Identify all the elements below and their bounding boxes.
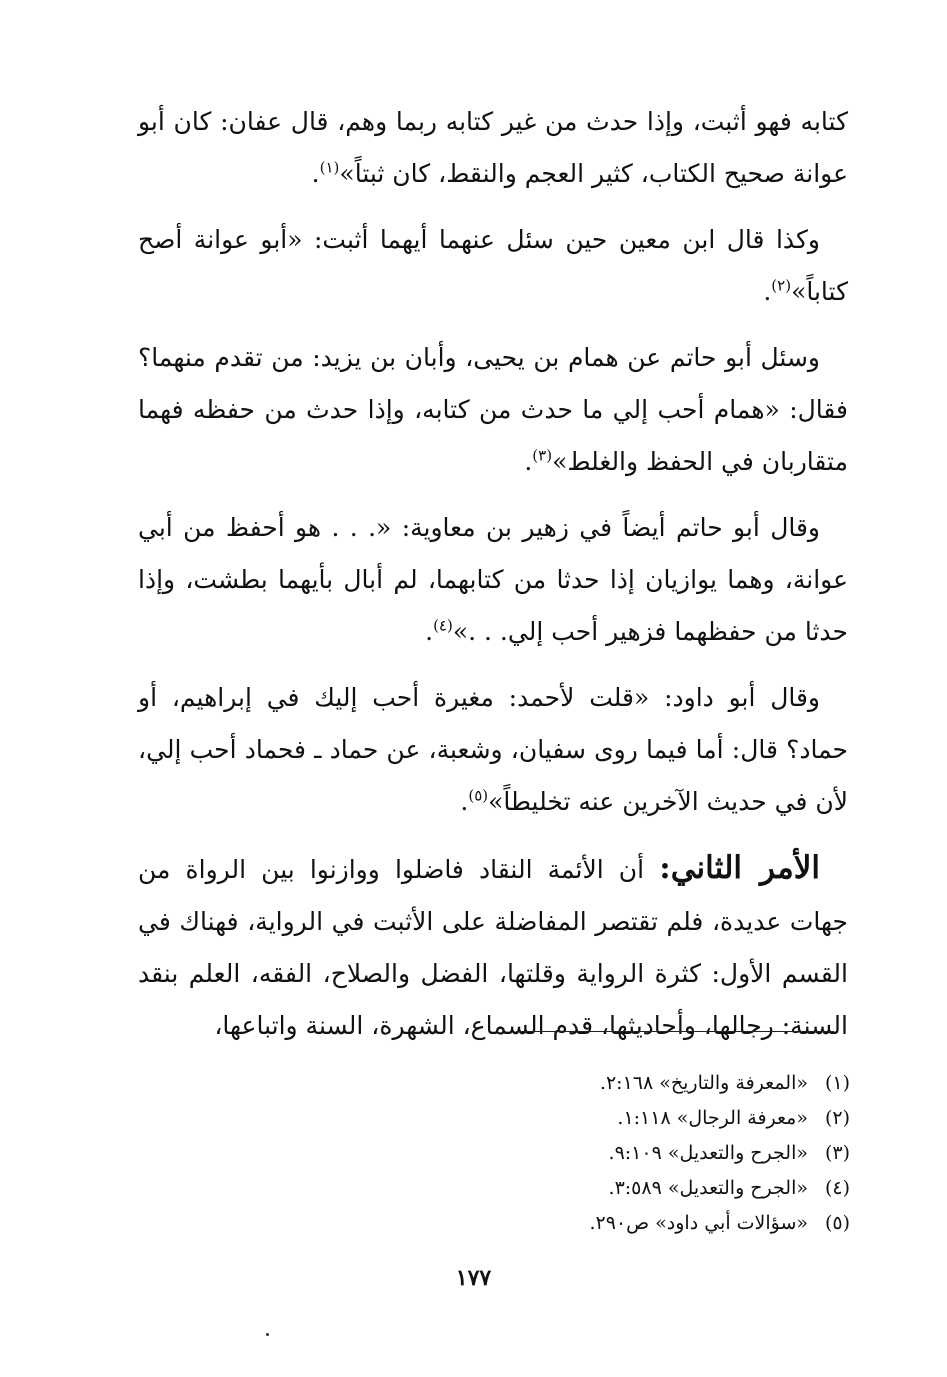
paragraph-3-text: وسئل أبو حاتم عن همام بن يحيى، وأبان بن يزيد: من تقدم منهما؟ فقال: «همام أحب إلي ما حدث من كتابه، وإذا حدث من حفظه فهما متقاربان في الحفظ والغلط»	[138, 343, 848, 476]
paragraph-2-end: .	[763, 277, 772, 306]
scan-speck	[266, 1333, 269, 1336]
paragraph-5	[138, 672, 848, 828]
page-body	[138, 96, 848, 1066]
paragraph-4	[138, 502, 848, 658]
section-heading: الأمر الثاني:	[659, 850, 820, 886]
paragraph-5-text: وقال أبو داود: «قلت لأحمد: مغيرة أحب إليك في إبراهيم، أو حماد؟ قال: أما فيما روى سفيان، وشعبة، عن حماد ـ فحماد أحب إلي، لأن في حديث الآخرين عنه تخليطاً»	[138, 683, 848, 816]
footnote-ref-2[interactable]: (٢)	[771, 276, 792, 295]
paragraph-6	[138, 842, 848, 1052]
paragraph-4-end: .	[425, 617, 434, 646]
paragraph-1-text: كتابه فهو أثبت، وإذا حدث من غير كتابه ربما وهم، قال عفان: كان أبو عوانة صحيح الكتاب، كثير العجم والنقط، كان ثبتاً»	[138, 107, 848, 188]
footnote-ref-3[interactable]: (٣)	[532, 446, 553, 465]
footnote-text: «سؤالات أبي داود» ص٢٩٠.	[589, 1212, 808, 1234]
page-number: ١٧٧	[455, 1265, 492, 1291]
paragraph-3-end: .	[524, 447, 533, 476]
footnote-text: «المعرفة والتاريخ» ٢:١٦٨.	[599, 1072, 808, 1094]
footnote-divider	[516, 1031, 834, 1032]
footnote-number: (٥)	[824, 1212, 850, 1234]
footnote-ref-4[interactable]: (٤)	[433, 616, 453, 635]
footnote-3	[290, 1136, 850, 1171]
paragraph-1-end: .	[311, 159, 320, 188]
paragraph-3	[138, 332, 848, 488]
footnotes	[290, 1066, 850, 1241]
paragraph-2	[138, 214, 848, 318]
footnote-text: «الجرح والتعديل» ٣:٥٨٩.	[608, 1177, 808, 1199]
footnote-text: «الجرح والتعديل» ٩:١٠٩.	[608, 1142, 808, 1164]
footnote-number: (٢)	[824, 1107, 850, 1129]
footnote-5	[290, 1206, 850, 1241]
paragraph-1	[138, 96, 848, 200]
footnote-ref-1[interactable]: (١)	[319, 158, 340, 177]
footnote-ref-5[interactable]: (٥)	[468, 786, 489, 805]
footnote-text: «معرفة الرجال» ١:١١٨.	[617, 1107, 808, 1129]
footnote-number: (٤)	[824, 1177, 850, 1199]
paragraph-4-text: وقال أبو حاتم أيضاً في زهير بن معاوية: «. . . هو أحفظ من أبي عوانة، وهما يوازيان إذا حدثا من كتابهما، لم أبال بأيهما بطشت، وإذا حدثا من حفظهما فزهير أحب إلي. . .»	[138, 513, 848, 646]
footnote-4	[290, 1171, 850, 1206]
footnote-2	[290, 1101, 850, 1136]
paragraph-2-text: وكذا قال ابن معين حين سئل عنهما أيهما أثبت: «أبو عوانة أصح كتاباً»	[138, 225, 848, 306]
paragraph-5-end: .	[460, 787, 469, 816]
footnote-number: (٣)	[824, 1142, 850, 1164]
footnote-1	[290, 1066, 850, 1101]
paragraph-6-text: أن الأئمة النقاد فاضلوا ووازنوا بين الرواة من جهات عديدة، فلم تقتصر المفاضلة على الأثبت في الرواية، فهناك في القسم الأول: كثرة الرواية وقلتها، الفضل والصلاح، الفقه، العلم بنقد السنة: رجالها، وأحاديثها، قدم السماع، الشهرة، السنة واتباعها،	[138, 855, 848, 1040]
footnote-number: (١)	[824, 1072, 850, 1094]
